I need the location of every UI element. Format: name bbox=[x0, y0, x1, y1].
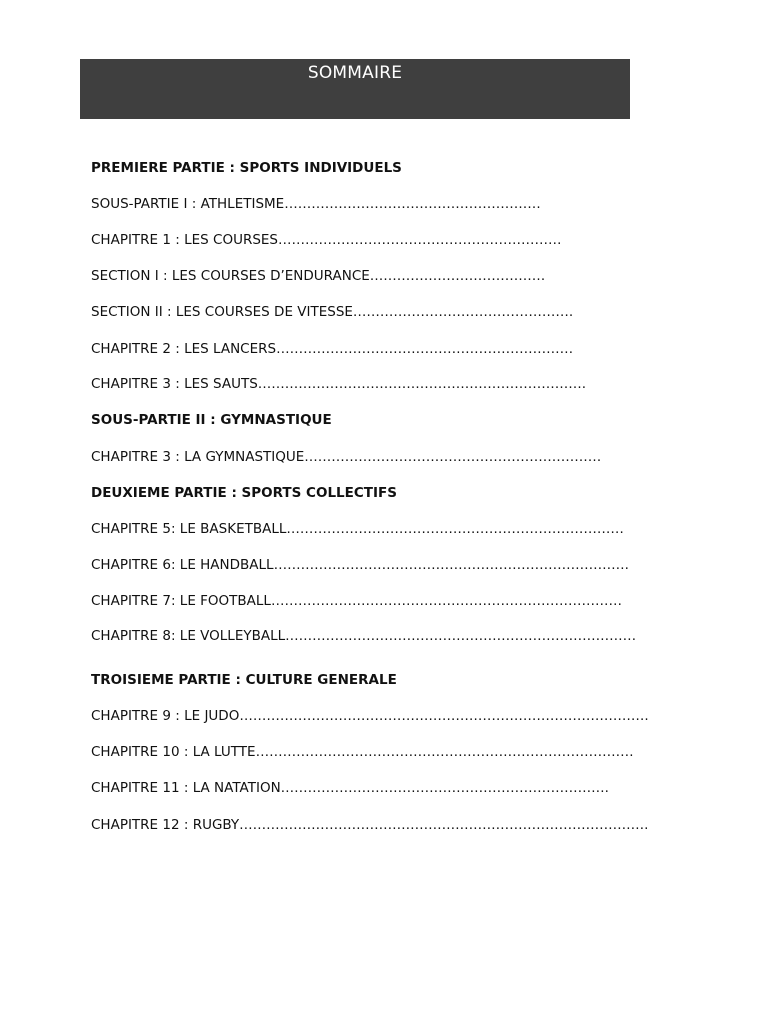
toc-entry: CHAPITRE 7: LE FOOTBALL…………………………………………………………………… bbox=[91, 593, 622, 609]
toc-entry: CHAPITRE 5: LE BASKETBALL………………………………………………………………… bbox=[91, 521, 624, 537]
toc-entry: CHAPITRE 6: LE HANDBALL……………………………………………………………………. bbox=[91, 557, 629, 573]
toc-entry: SECTION II : LES COURSES DE VITESSE…………………………………………. bbox=[91, 304, 574, 320]
toc-heading: TROISIEME PARTIE : CULTURE GENERALE bbox=[91, 672, 397, 688]
toc-entry: CHAPITRE 11 : LA NATATION………………………………………………………………. bbox=[91, 780, 609, 796]
toc-heading: DEUXIEME PARTIE : SPORTS COLLECTIFS bbox=[91, 485, 397, 501]
toc-entry: CHAPITRE 3 : LA GYMNASTIQUE………………………………………………………… bbox=[91, 449, 602, 465]
toc-entry: CHAPITRE 10 : LA LUTTE………………………………………………………………………… bbox=[91, 744, 634, 760]
toc-entry: CHAPITRE 1 : LES COURSES……………………………………………………… bbox=[91, 232, 562, 248]
toc-heading: PREMIERE PARTIE : SPORTS INDIVIDUELS bbox=[91, 160, 402, 176]
toc-entry: CHAPITRE 9 : LE JUDO………………………………………………………………………………. bbox=[91, 708, 649, 724]
toc-entry: CHAPITRE 3 : LES SAUTS………………………………………………………………. bbox=[91, 376, 587, 392]
toc-entry: CHAPITRE 2 : LES LANCERS………………………………………………………… bbox=[91, 341, 574, 357]
toc-heading: SOUS-PARTIE II : GYMNASTIQUE bbox=[91, 412, 332, 428]
toc-entry: CHAPITRE 12 : RUGBY………………………………………………………………………………. bbox=[91, 817, 649, 833]
toc-entry: SOUS-PARTIE I : ATHLETISME………………………………………………… bbox=[91, 196, 541, 212]
title-banner bbox=[80, 59, 630, 119]
toc-entry: SECTION I : LES COURSES D’ENDURANCE………………………………… bbox=[91, 268, 546, 284]
page-title: SOMMAIRE bbox=[307, 63, 403, 83]
toc-entry: CHAPITRE 8: LE VOLLEYBALL…………………………………………………………………… bbox=[91, 628, 637, 644]
